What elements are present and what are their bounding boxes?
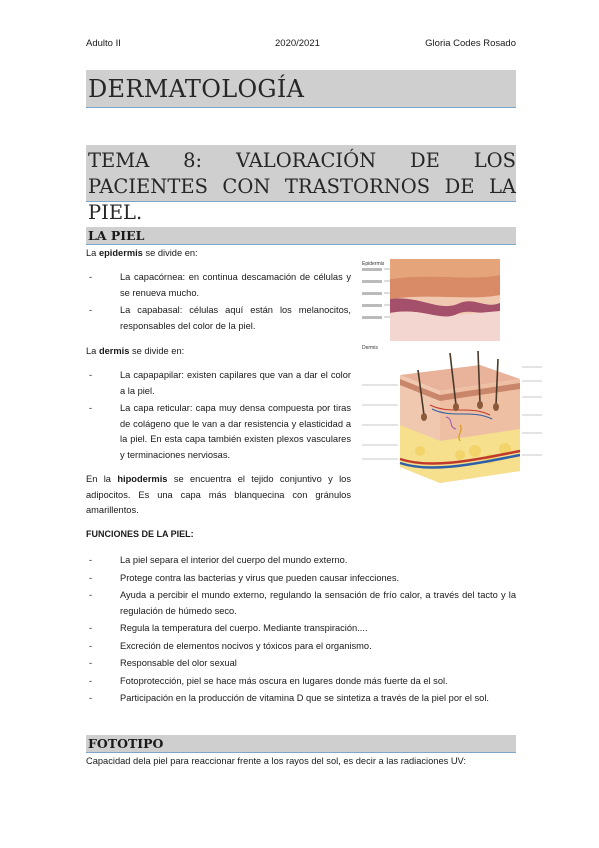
document-title: DERMATOLOGÍA [86, 70, 516, 108]
section-heading-la-piel: LA PIEL [86, 227, 516, 245]
dermis-list [86, 368, 351, 465]
epidermis-intro: La epidermis se divide en: [86, 248, 198, 258]
page-header [86, 38, 516, 52]
funciones-list [86, 553, 516, 709]
list-item: - Excreción de elementos nocivos y tóxicos para el organismo. [89, 640, 372, 651]
epidermis-micrograph [362, 259, 500, 351]
skin-anatomy-illustration [360, 255, 544, 495]
list-item: - Ayuda a percibir el mundo externo, regulando la sensación de frío calor, a través del tacto y la regulación de húmedo seco. [89, 590, 516, 616]
header-year: 2020/2021 [275, 38, 320, 49]
skin-block-diagram [400, 351, 520, 483]
fototipo-description: Capacidad dela piel para reaccionar frente a los rayos del sol, es decir a las radiaciones UV: [86, 756, 467, 766]
header-author: Gloria Codes Rosado [425, 38, 516, 49]
figure-label-dermis: Dermis [362, 345, 378, 351]
list-item: - La capa reticular: capa muy densa compuesta por tiras de colágeno que le van a dar resistencia y elasticidad a la piel. En esta capa también existen plexos vasculares y terminaciones nerviosas. [89, 403, 351, 460]
dermis-intro: La dermis se divide en: [86, 346, 185, 356]
list-item: - La capabasal: células aquí están los melanocitos, responsables del color de la piel. [89, 305, 351, 331]
topic-title: TEMA 8: VALORACIÓN DE LOS PACIENTES CON TRASTORNOS DE LA PIEL. [86, 145, 516, 202]
figure-label-epidermis: Epidermis [362, 261, 385, 267]
hipodermis-paragraph: En la hipodermis se encuentra el tejido conjuntivo y los adipocitos. Es una capa más blanquecina con gránulos amarillentos. [86, 474, 352, 515]
epidermis-list [86, 270, 351, 336]
list-item: - Participación en la producción de vitamina D que se sintetiza a través de la piel por el sol. [89, 693, 489, 703]
list-item: - La capapapilar: existen capilares que van a dar el color a la piel. [89, 370, 351, 396]
list-item: - Fotoprotección, piel se hace más oscura en lugares donde más fuerte da el sol. [89, 675, 448, 686]
header-course: Adulto II [86, 38, 121, 49]
list-item: - La piel separa el interior del cuerpo del mundo externo. [89, 555, 348, 565]
funciones-heading: FUNCIONES DE LA PIEL: [86, 529, 194, 539]
list-item: - Regula la temperatura del cuerpo. Mediante transpiración.... [89, 623, 368, 633]
list-item: - La capacórnea: en continua descamación de células y se renueva mucho. [89, 272, 351, 298]
list-item: - Responsable del olor sexual [89, 658, 237, 668]
list-item: - Protege contra las bacterias y virus que pueden causar infecciones. [89, 572, 400, 583]
section-heading-fototipo: FOTOTIPO [86, 735, 516, 753]
